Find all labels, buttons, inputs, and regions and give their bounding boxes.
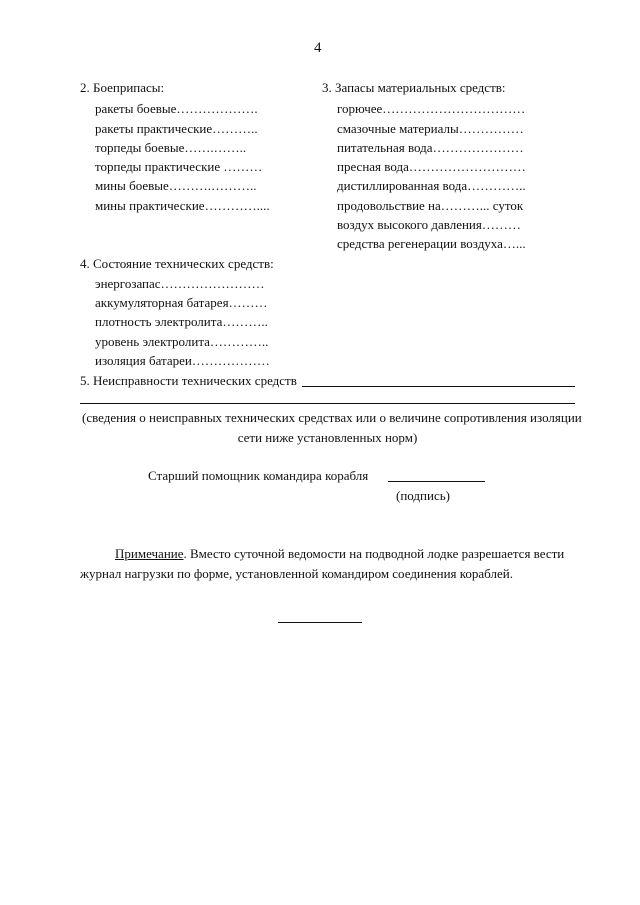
note-line-1 [115,546,564,562]
section-2-item: торпеды боевые…….…….. [95,140,247,155]
section-3-title: 3. Запасы материальных средств: [322,80,506,95]
section-4-item: изоляция батареи……………… [95,353,270,368]
signature-caption: (подпись) [396,488,450,503]
section-5-fill-line-2[interactable] [80,403,575,404]
section-5-title: 5. Неисправности технических средств [80,373,297,388]
section-3-item: средства регенерации воздуха…... [337,236,526,251]
section-3-item: дистиллированная вода………….. [337,178,526,193]
section-2-item: ракеты боевые………………. [95,101,258,116]
page-number: 4 [314,40,322,56]
section-3-item: смазочные материалы…………… [337,121,524,136]
end-rule [278,622,362,623]
section-5-note-line-1: (сведения о неисправных технических средствах или о величине сопротивления изоляции [82,410,582,425]
section-4-item: плотность электролита……….. [95,314,268,329]
section-2-title: 2. Боеприпасы: [80,80,165,95]
note-heading: Примечание [115,546,184,561]
signature-label: Старший помощник командира корабля [148,468,369,483]
section-4-item: аккумуляторная батарея……… [95,295,268,310]
section-4-title: 4. Состояние технических средств: [80,256,274,271]
section-3-item: продовольствие на………... суток [337,198,524,213]
note-line-2: журнал нагрузки по форме, установленной командиром соединения кораблей. [80,566,513,581]
section-3-item: питательная вода………………… [337,140,524,155]
section-2-item: ракеты практические……….. [95,121,258,136]
signature-line[interactable] [388,481,485,482]
section-5-note-line-2: сети ниже установленных норм) [237,430,418,445]
section-5-fill-line[interactable] [302,386,575,387]
section-3-item: воздух высокого давления……… [337,217,521,232]
note-text-1: . Вместо суточной ведомости на подводной лодке разрешается вести [183,546,565,561]
section-2-item: мины практические………….... [95,198,270,213]
section-3-item: пресная вода……………………… [337,159,526,174]
section-2-item: мины боевые……….……….. [95,178,257,193]
section-4-item: энергозапас…………………… [95,276,265,291]
section-2-item: торпеды практические ……… [95,159,263,174]
section-4-item: уровень электролита………….. [95,334,269,349]
section-3-item: горючее…………………………… [337,101,526,116]
